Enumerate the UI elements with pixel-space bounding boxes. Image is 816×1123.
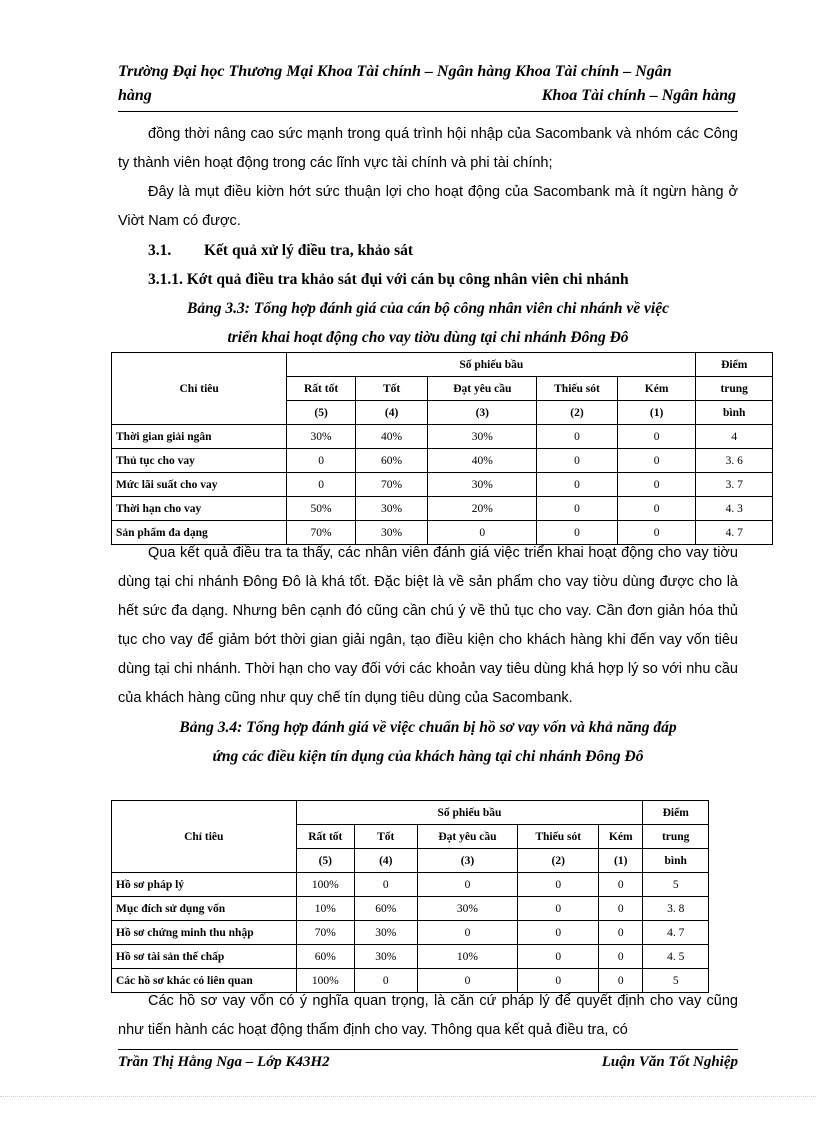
col-header-chitieu: Chỉ tiêu bbox=[112, 353, 287, 425]
page-header bbox=[118, 60, 736, 108]
table-row bbox=[112, 921, 709, 945]
sub-header: Kém bbox=[617, 377, 696, 401]
cell: 0 bbox=[518, 969, 599, 993]
cell: 30% bbox=[355, 497, 428, 521]
col-header-diem: Điểm bbox=[643, 801, 709, 825]
table-row bbox=[112, 873, 709, 897]
cell: 60% bbox=[296, 945, 354, 969]
col-header-diem: Điểm bbox=[696, 353, 773, 377]
sub-header: Đạt yêu cầu bbox=[417, 825, 518, 849]
cell: 30% bbox=[355, 521, 428, 545]
sub-header-code: (4) bbox=[355, 401, 428, 425]
cell: 0 bbox=[417, 873, 518, 897]
cell: 70% bbox=[296, 921, 354, 945]
cell: 40% bbox=[428, 449, 537, 473]
section-number: 3.1.1. bbox=[148, 271, 183, 288]
cell: 0 bbox=[417, 921, 518, 945]
cell: 0 bbox=[518, 897, 599, 921]
col-header-diem: bình bbox=[696, 401, 773, 425]
cell: 20% bbox=[428, 497, 537, 521]
cell: 0 bbox=[417, 969, 518, 993]
section-title: Kớt quả điều tra khảo sát đụi với cán bụ công nhân viên chi nhánh bbox=[186, 271, 629, 288]
col-header-sophieu: Số phiếu bầu bbox=[296, 801, 643, 825]
cell: 0 bbox=[599, 873, 643, 897]
col-header-diem: trung bbox=[643, 825, 709, 849]
cell: 0 bbox=[617, 425, 696, 449]
table-row bbox=[112, 497, 773, 521]
table-row bbox=[112, 945, 709, 969]
sub-header-code: (5) bbox=[296, 849, 354, 873]
col-header-sophieu: Số phiếu bầu bbox=[287, 353, 696, 377]
table-row bbox=[112, 425, 773, 449]
row-label: Thủ tục cho vay bbox=[112, 449, 287, 473]
sub-header-code: (5) bbox=[287, 401, 356, 425]
score-cell: 4. 7 bbox=[696, 521, 773, 545]
sub-header-code: (1) bbox=[617, 401, 696, 425]
cell: 0 bbox=[537, 449, 618, 473]
cell: 30% bbox=[428, 473, 537, 497]
table-row bbox=[112, 473, 773, 497]
body-text-top bbox=[118, 120, 738, 352]
header-line-1: Trường Đại học Thương Mại Khoa Tài chính – Ngân hàng Khoa Tài chính – Ngân bbox=[118, 63, 672, 80]
cell: 0 bbox=[518, 873, 599, 897]
cell: 0 bbox=[617, 449, 696, 473]
score-cell: 5 bbox=[643, 873, 709, 897]
score-cell: 4. 5 bbox=[643, 945, 709, 969]
footer-author: Trần Thị Hằng Nga – Lớp K43H2 bbox=[118, 1054, 330, 1070]
cell: 30% bbox=[355, 921, 418, 945]
sub-header-code: (2) bbox=[537, 401, 618, 425]
cell: 0 bbox=[537, 473, 618, 497]
header-line-2-right: Khoa Tài chính – Ngân hàng bbox=[541, 87, 736, 104]
cell: 0 bbox=[599, 969, 643, 993]
cell: 50% bbox=[287, 497, 356, 521]
cell: 0 bbox=[617, 497, 696, 521]
cell: 10% bbox=[296, 897, 354, 921]
body-text-bottom bbox=[118, 987, 738, 1045]
sub-header-code: (3) bbox=[428, 401, 537, 425]
score-cell: 3. 7 bbox=[696, 473, 773, 497]
paragraph: Đây là mụt điều kiờn hớt sức thuận lợi cho hoạt động của Sacombank mà ít ngừn hàng ở Viờt Nam có được. bbox=[118, 184, 738, 229]
section-number: 3.1. bbox=[148, 242, 172, 259]
paragraph: Các hồ sơ vay vốn có ý nghĩa quan trọng, là căn cứ pháp lý để quyết định cho vay cũng như tiến hành các hoạt động thẩm định cho vay. Thông qua kết quả điều tra, có bbox=[118, 993, 738, 1038]
cell: 0 bbox=[537, 521, 618, 545]
cell: 0 bbox=[617, 473, 696, 497]
cell: 70% bbox=[355, 473, 428, 497]
sub-header: Đạt yêu cầu bbox=[428, 377, 537, 401]
row-label: Thời hạn cho vay bbox=[112, 497, 287, 521]
cell: 30% bbox=[355, 945, 418, 969]
cell: 10% bbox=[417, 945, 518, 969]
score-cell: 4 bbox=[696, 425, 773, 449]
score-cell: 3. 8 bbox=[643, 897, 709, 921]
section-heading-3-1 bbox=[118, 236, 738, 265]
row-label: Sản phẩm đa dạng bbox=[112, 521, 287, 545]
sub-header: Rất tốt bbox=[287, 377, 356, 401]
sub-header: Thiếu sót bbox=[518, 825, 599, 849]
col-header-chitieu: Chỉ tiêu bbox=[112, 801, 297, 873]
cell: 0 bbox=[599, 921, 643, 945]
footer-doc-type: Luận Văn Tốt Nghiệp bbox=[601, 1054, 738, 1070]
row-label: Các hồ sơ khác có liên quan bbox=[112, 969, 297, 993]
col-header-diem: trung bbox=[696, 377, 773, 401]
paragraph: Qua kết quả điều tra ta thấy, các nhân viên đánh giá việc triển khai hoạt động cho vay tiờu dùng tại chi nhánh Đông Đô là khá tốt. Đặc biệt là về sản phẩm cho vay tiờu dùng được cho là hết sức đa dạng. Nhưng bên cạnh đó cũng cần chú ý về thủ tục cho vay. Cần đơn giản hóa thủ tục cho vay để giảm bớt thời gian giải ngân, tạo điều kiện cho khách hàng khi đến vay vốn tiêu dùng tại chi nhánh. Thời hạn cho vay đối với các khoản vay tiêu dùng khá hợp lý so với nhu cầu của khách hàng cũng như quy chế tín dụng tiêu dùng của Sacombank. bbox=[118, 545, 738, 706]
cell: 0 bbox=[355, 873, 418, 897]
cell: 60% bbox=[355, 449, 428, 473]
table-caption: ứng các điều kiện tín dụng của khách hàng tại chi nhánh Đông Đô bbox=[212, 748, 644, 765]
sub-header: Rất tốt bbox=[296, 825, 354, 849]
cell: 0 bbox=[599, 897, 643, 921]
score-cell: 4. 3 bbox=[696, 497, 773, 521]
cell: 100% bbox=[296, 873, 354, 897]
cell: 0 bbox=[287, 473, 356, 497]
cell: 0 bbox=[599, 945, 643, 969]
cell: 30% bbox=[428, 425, 537, 449]
score-cell: 3. 6 bbox=[696, 449, 773, 473]
table-row bbox=[112, 449, 773, 473]
cell: 0 bbox=[428, 521, 537, 545]
cell: 0 bbox=[518, 945, 599, 969]
page-footer bbox=[118, 1054, 738, 1071]
table-3-3 bbox=[111, 352, 773, 545]
footer-divider bbox=[118, 1049, 738, 1050]
page-edge-dots bbox=[0, 1096, 816, 1097]
sub-header-code: (3) bbox=[417, 849, 518, 873]
row-label: Hồ sơ tài sản thế chấp bbox=[112, 945, 297, 969]
sub-header-code: (4) bbox=[355, 849, 418, 873]
score-cell: 4. 7 bbox=[643, 921, 709, 945]
section-heading-3-1-1 bbox=[118, 265, 738, 294]
row-label: Mức lãi suất cho vay bbox=[112, 473, 287, 497]
cell: 0 bbox=[537, 425, 618, 449]
section-title: Kết quả xử lý điều tra, khảo sát bbox=[204, 242, 414, 259]
row-label: Thời gian giải ngân bbox=[112, 425, 287, 449]
row-label: Mục đích sử dụng vốn bbox=[112, 897, 297, 921]
table-3-4 bbox=[111, 800, 709, 993]
table-caption: Bảng 3.3: Tổng hợp đánh giá của cán bộ công nhân viên chi nhánh về việc bbox=[187, 300, 669, 317]
cell: 0 bbox=[537, 497, 618, 521]
cell: 100% bbox=[296, 969, 354, 993]
header-line-2-left: hàng bbox=[118, 87, 152, 104]
sub-header: Thiếu sót bbox=[537, 377, 618, 401]
cell: 0 bbox=[287, 449, 356, 473]
col-header-diem: bình bbox=[643, 849, 709, 873]
table-caption: Bảng 3.4: Tổng hợp đánh giá về việc chuẩn bị hồ sơ vay vốn và khả năng đáp bbox=[179, 719, 677, 736]
sub-header-code: (1) bbox=[599, 849, 643, 873]
cell: 0 bbox=[518, 921, 599, 945]
cell: 30% bbox=[417, 897, 518, 921]
cell: 0 bbox=[617, 521, 696, 545]
cell: 40% bbox=[355, 425, 428, 449]
table-row bbox=[112, 897, 709, 921]
sub-header: Kém bbox=[599, 825, 643, 849]
table-caption: triển khai hoạt động cho vay tiờu dùng tại chi nhánh Đông Đô bbox=[227, 329, 629, 346]
row-label: Hồ sơ chứng minh thu nhập bbox=[112, 921, 297, 945]
paragraph: đồng thời nâng cao sức mạnh trong quá trình hội nhập của Sacombank và nhóm các Công ty thành viên hoạt động trong các lĩnh vực tài chính và phi tài chính; bbox=[118, 126, 738, 171]
cell: 60% bbox=[355, 897, 418, 921]
body-text-mid bbox=[118, 539, 738, 771]
sub-header: Tốt bbox=[355, 825, 418, 849]
row-label: Hồ sơ pháp lý bbox=[112, 873, 297, 897]
sub-header-code: (2) bbox=[518, 849, 599, 873]
score-cell: 5 bbox=[643, 969, 709, 993]
cell: 0 bbox=[355, 969, 418, 993]
sub-header: Tốt bbox=[355, 377, 428, 401]
cell: 70% bbox=[287, 521, 356, 545]
header-divider bbox=[118, 111, 738, 112]
cell: 30% bbox=[287, 425, 356, 449]
